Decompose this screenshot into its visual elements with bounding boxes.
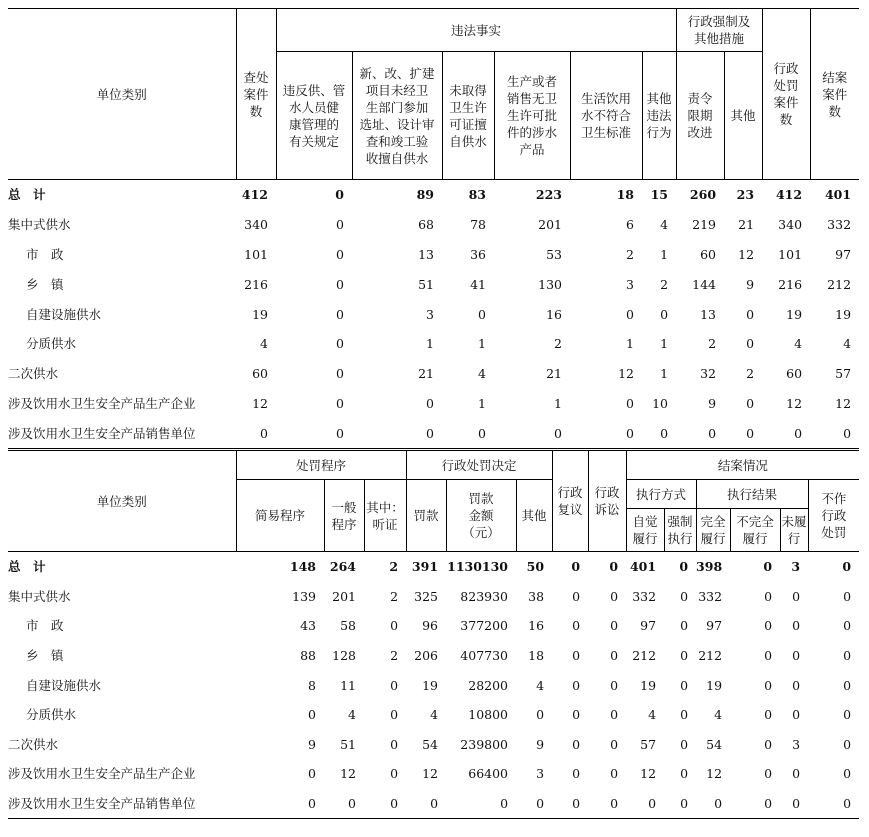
row-value: 1 bbox=[478, 336, 486, 352]
row-category: 自建设施供水 bbox=[26, 677, 102, 693]
row-value: 206 bbox=[414, 648, 439, 664]
row-value: 6 bbox=[626, 217, 634, 233]
row-value: 4 bbox=[660, 217, 669, 233]
row-value: 12 bbox=[706, 766, 723, 782]
row-value: 32 bbox=[700, 366, 717, 382]
row-value: 9 bbox=[308, 736, 316, 752]
row-value: 0 bbox=[336, 306, 344, 322]
row-value: 0 bbox=[570, 418, 642, 448]
row-value: 0 bbox=[609, 559, 619, 575]
violations-header: 违法事实 bbox=[276, 9, 676, 52]
row-value: 11 bbox=[340, 677, 356, 693]
row-value: 3 bbox=[426, 306, 434, 322]
table-row bbox=[8, 299, 859, 329]
row-value: 0 bbox=[572, 648, 581, 664]
row-value: 0 bbox=[680, 766, 689, 782]
row-value: 0 bbox=[390, 618, 399, 634]
row-value: 19 bbox=[640, 677, 657, 693]
row-value: 0 bbox=[843, 766, 852, 782]
row-value: 0 bbox=[680, 648, 689, 664]
row-value: 13 bbox=[418, 246, 434, 262]
row-value: 1130130 bbox=[447, 559, 509, 575]
row-category: 分质供水 bbox=[26, 707, 77, 723]
row-value: 60 bbox=[700, 246, 717, 262]
row-value: 0 bbox=[336, 395, 344, 411]
row-value: 0 bbox=[764, 677, 773, 693]
category-header: 单位类别 bbox=[8, 9, 236, 180]
row-value: 0 bbox=[763, 559, 773, 575]
row-value: 823930 bbox=[460, 588, 509, 604]
row-value: 18 bbox=[616, 187, 634, 203]
row-value: 0 bbox=[610, 707, 619, 723]
row-value: 2 bbox=[626, 246, 634, 262]
general-procedure-header: 一般 程序 bbox=[324, 480, 364, 552]
row-value: 412 bbox=[775, 187, 803, 203]
row-value: 0 bbox=[572, 588, 581, 604]
row-value: 97 bbox=[640, 618, 657, 634]
row-value: 407730 bbox=[460, 648, 509, 664]
row-value: 4 bbox=[478, 366, 486, 382]
row-value: 0 bbox=[352, 418, 442, 448]
row-value: 12 bbox=[618, 366, 634, 382]
row-category: 涉及饮用水卫生安全产品生产企业 bbox=[8, 395, 196, 411]
row-value: 21 bbox=[546, 366, 562, 382]
procedure-header: 处罚程序 bbox=[236, 451, 406, 480]
row-value: 332 bbox=[632, 588, 657, 604]
decision-other-header: 其他 bbox=[516, 480, 552, 552]
row-value: 4 bbox=[348, 707, 356, 723]
row-category: 乡 镇 bbox=[26, 276, 64, 292]
row-value: 0 bbox=[390, 766, 399, 782]
exec-mode-header: 执行方式 bbox=[626, 480, 696, 509]
row-value: 0 bbox=[792, 677, 801, 693]
row-value: 19 bbox=[706, 677, 723, 693]
row-value: 4 bbox=[260, 336, 268, 352]
row-value: 4 bbox=[843, 336, 852, 352]
row-value: 53 bbox=[546, 246, 562, 262]
row-value: 0 bbox=[808, 789, 859, 819]
row-value: 36 bbox=[470, 246, 486, 262]
row-value: 0 bbox=[572, 677, 581, 693]
row-value: 0 bbox=[843, 677, 852, 693]
row-value: 0 bbox=[746, 306, 755, 322]
row-value: 0 bbox=[764, 618, 773, 634]
row-value: 19 bbox=[786, 306, 803, 322]
table-row bbox=[8, 789, 859, 819]
row-value: 2 bbox=[390, 588, 399, 604]
row-value: 28200 bbox=[468, 677, 509, 693]
row-value: 0 bbox=[792, 766, 801, 782]
row-value: 1 bbox=[554, 395, 562, 411]
closed-cases-header: 结案 案件 数 bbox=[810, 9, 859, 180]
row-category: 二次供水 bbox=[8, 366, 59, 382]
partial-performed-header: 不完全 履行 bbox=[730, 509, 780, 552]
row-value: 0 bbox=[842, 559, 852, 575]
row-value: 332 bbox=[827, 217, 852, 233]
row-value: 21 bbox=[418, 366, 434, 382]
row-value: 0 bbox=[571, 559, 581, 575]
row-value: 128 bbox=[332, 648, 356, 664]
row-value: 0 bbox=[680, 677, 689, 693]
row-value: 0 bbox=[364, 789, 406, 819]
measure-rectify-header: 责令 限期 改进 bbox=[676, 52, 724, 180]
enforced-header: 强制 执行 bbox=[664, 509, 696, 552]
measure-other-header: 其他 bbox=[724, 52, 762, 180]
row-category: 乡 镇 bbox=[26, 648, 64, 664]
violation-staff-health-header: 违反供、管 水人员健 康管理的 有关规定 bbox=[276, 52, 352, 180]
table-row bbox=[8, 269, 859, 299]
row-value: 58 bbox=[340, 618, 356, 634]
row-value: 21 bbox=[738, 217, 755, 233]
row-value: 0 bbox=[843, 736, 852, 752]
row-value: 0 bbox=[610, 736, 619, 752]
row-value: 0 bbox=[478, 306, 486, 322]
row-value: 15 bbox=[650, 187, 669, 203]
row-value: 0 bbox=[572, 707, 581, 723]
row-value: 0 bbox=[308, 766, 316, 782]
violation-products-header: 生产或者 销售无卫 生许可批 件的涉水 产品 bbox=[494, 52, 570, 180]
row-value: 54 bbox=[422, 736, 439, 752]
row-value: 0 bbox=[730, 789, 780, 819]
row-value: 0 bbox=[680, 736, 689, 752]
row-value: 12 bbox=[340, 766, 356, 782]
row-value: 0 bbox=[536, 707, 545, 723]
row-value: 0 bbox=[442, 418, 494, 448]
row-value: 130 bbox=[538, 276, 562, 292]
row-category: 涉及饮用水卫生安全产品销售单位 bbox=[8, 418, 236, 448]
row-value: 216 bbox=[244, 276, 268, 292]
row-value: 332 bbox=[698, 588, 723, 604]
row-value: 0 bbox=[390, 677, 399, 693]
row-value: 0 bbox=[610, 588, 619, 604]
row-value: 0 bbox=[792, 707, 801, 723]
row-value: 0 bbox=[746, 336, 755, 352]
row-value: 88 bbox=[300, 648, 316, 664]
row-value: 0 bbox=[276, 418, 352, 448]
row-value: 9 bbox=[536, 736, 545, 752]
table-row bbox=[8, 329, 859, 359]
row-value: 0 bbox=[764, 648, 773, 664]
row-value: 12 bbox=[422, 766, 439, 782]
row-value: 0 bbox=[390, 707, 399, 723]
row-value: 0 bbox=[308, 707, 316, 723]
row-value: 0 bbox=[336, 366, 344, 382]
row-value: 57 bbox=[640, 736, 657, 752]
row-value: 0 bbox=[626, 306, 634, 322]
measures-header: 行政强制及 其他措施 bbox=[676, 9, 762, 52]
row-value: 0 bbox=[680, 707, 689, 723]
row-category: 市 政 bbox=[26, 618, 64, 634]
row-value: 1 bbox=[626, 336, 634, 352]
row-value: 340 bbox=[244, 217, 268, 233]
row-value: 0 bbox=[610, 677, 619, 693]
closure-header: 结案情况 bbox=[626, 451, 859, 480]
row-value: 51 bbox=[418, 276, 434, 292]
row-value: 212 bbox=[698, 648, 723, 664]
table-row bbox=[8, 759, 859, 789]
row-category: 总 计 bbox=[8, 187, 46, 203]
row-value: 1 bbox=[660, 366, 669, 382]
exec-result-header: 执行结果 bbox=[696, 480, 808, 509]
row-category: 自建设施供水 bbox=[26, 306, 102, 322]
review-header: 行政 复议 bbox=[552, 451, 588, 552]
table-row bbox=[8, 180, 859, 210]
row-value: 3 bbox=[791, 559, 801, 575]
row-value: 89 bbox=[416, 187, 434, 203]
fine-count-header: 罚款 bbox=[406, 480, 446, 552]
row-value: 377200 bbox=[460, 618, 509, 634]
row-value: 96 bbox=[422, 618, 439, 634]
row-value: 4 bbox=[536, 677, 545, 693]
row-value: 0 bbox=[336, 217, 344, 233]
row-value: 10 bbox=[652, 395, 669, 411]
row-value: 398 bbox=[696, 559, 723, 575]
row-value: 16 bbox=[528, 618, 545, 634]
violations-table bbox=[8, 8, 859, 449]
row-value: 0 bbox=[335, 187, 344, 203]
row-value: 19 bbox=[252, 306, 268, 322]
row-category: 市 政 bbox=[26, 246, 64, 262]
full-performed-header: 完全 履行 bbox=[696, 509, 730, 552]
row-value: 219 bbox=[692, 217, 717, 233]
row-value: 2 bbox=[390, 648, 399, 664]
row-value: 2 bbox=[554, 336, 562, 352]
inspect-cases-header: 查处 案件 数 bbox=[236, 9, 276, 180]
row-value: 51 bbox=[340, 736, 356, 752]
row-value: 4 bbox=[714, 707, 723, 723]
row-value: 0 bbox=[780, 789, 808, 819]
row-value: 68 bbox=[418, 217, 434, 233]
row-value: 0 bbox=[792, 618, 801, 634]
row-value: 3 bbox=[792, 736, 801, 752]
row-value: 19 bbox=[835, 306, 852, 322]
row-value: 60 bbox=[252, 366, 268, 382]
fine-amount-header: 罚款 金额 （元） bbox=[446, 480, 516, 552]
row-value: 9 bbox=[746, 276, 755, 292]
row-value: 54 bbox=[706, 736, 723, 752]
row-value: 10800 bbox=[468, 707, 509, 723]
row-value: 0 bbox=[843, 707, 852, 723]
row-value: 43 bbox=[300, 618, 316, 634]
row-value: 12 bbox=[738, 246, 755, 262]
row-value: 83 bbox=[468, 187, 486, 203]
row-value: 0 bbox=[390, 736, 399, 752]
row-value: 1 bbox=[660, 336, 669, 352]
category-header-2: 单位类别 bbox=[8, 451, 236, 552]
row-value: 0 bbox=[494, 418, 570, 448]
row-value: 264 bbox=[329, 559, 356, 575]
hearing-header: 其中： 听证 bbox=[364, 480, 406, 552]
row-value: 4 bbox=[794, 336, 803, 352]
row-value: 0 bbox=[696, 789, 730, 819]
row-value: 2 bbox=[746, 366, 755, 382]
row-value: 0 bbox=[676, 418, 724, 448]
row-value: 0 bbox=[626, 395, 634, 411]
row-value: 0 bbox=[642, 418, 676, 448]
row-value: 401 bbox=[629, 559, 657, 575]
row-value: 57 bbox=[835, 366, 852, 382]
voluntary-header: 自觉 履行 bbox=[626, 509, 664, 552]
no-penalty-header: 不作 行政 处罚 bbox=[808, 480, 859, 552]
row-value: 216 bbox=[778, 276, 803, 292]
row-value: 212 bbox=[632, 648, 657, 664]
table-row bbox=[8, 641, 859, 671]
table-row bbox=[8, 240, 859, 270]
row-value: 0 bbox=[572, 766, 581, 782]
row-value: 144 bbox=[692, 276, 717, 292]
row-value: 41 bbox=[470, 276, 486, 292]
row-value: 8 bbox=[308, 677, 316, 693]
row-value: 391 bbox=[411, 559, 439, 575]
row-category: 总 计 bbox=[8, 559, 46, 575]
row-value: 2 bbox=[389, 559, 399, 575]
row-value: 325 bbox=[414, 588, 439, 604]
row-value: 1 bbox=[660, 246, 669, 262]
row-value: 201 bbox=[332, 588, 356, 604]
lawsuit-header: 行政 诉讼 bbox=[588, 451, 626, 552]
row-value: 2 bbox=[660, 276, 669, 292]
row-value: 260 bbox=[689, 187, 717, 203]
row-value: 78 bbox=[470, 217, 486, 233]
row-value: 38 bbox=[528, 588, 545, 604]
row-value: 0 bbox=[236, 789, 324, 819]
row-value: 12 bbox=[252, 395, 268, 411]
row-value: 0 bbox=[792, 648, 801, 664]
row-value: 223 bbox=[535, 187, 562, 203]
table-row bbox=[8, 670, 859, 700]
row-value: 0 bbox=[516, 789, 552, 819]
row-category: 涉及饮用水卫生安全产品生产企业 bbox=[8, 766, 196, 782]
row-value: 1 bbox=[426, 336, 434, 352]
table-row bbox=[8, 582, 859, 612]
row-value: 23 bbox=[736, 187, 755, 203]
table-row bbox=[8, 700, 859, 730]
row-value: 0 bbox=[724, 418, 762, 448]
simple-procedure-header: 简易程序 bbox=[236, 480, 324, 552]
row-value: 0 bbox=[336, 276, 344, 292]
row-value: 97 bbox=[706, 618, 723, 634]
row-value: 12 bbox=[835, 395, 852, 411]
table-row bbox=[8, 418, 859, 448]
row-value: 0 bbox=[746, 395, 755, 411]
row-value: 0 bbox=[588, 789, 626, 819]
row-value: 0 bbox=[406, 789, 446, 819]
row-value: 0 bbox=[764, 588, 773, 604]
violation-no-license-header: 未取得 卫生许 可证擅 自供水 bbox=[442, 52, 494, 180]
row-value: 12 bbox=[640, 766, 657, 782]
row-value: 0 bbox=[626, 789, 664, 819]
row-value: 0 bbox=[810, 418, 859, 448]
row-value: 13 bbox=[700, 306, 717, 322]
row-value: 12 bbox=[786, 395, 803, 411]
row-value: 0 bbox=[680, 588, 689, 604]
row-value: 3 bbox=[626, 276, 634, 292]
row-value: 0 bbox=[446, 789, 516, 819]
row-value: 201 bbox=[538, 217, 562, 233]
row-value: 0 bbox=[764, 707, 773, 723]
row-value: 0 bbox=[843, 618, 852, 634]
row-value: 3 bbox=[536, 766, 545, 782]
penalty-cases-header: 行政 处罚 案件 数 bbox=[762, 9, 810, 180]
row-value: 0 bbox=[610, 766, 619, 782]
row-value: 0 bbox=[552, 789, 588, 819]
decision-header: 行政处罚决定 bbox=[406, 451, 552, 480]
row-value: 66400 bbox=[468, 766, 509, 782]
row-value: 0 bbox=[664, 789, 696, 819]
row-value: 16 bbox=[546, 306, 562, 322]
row-category: 涉及饮用水卫生安全产品销售单位 bbox=[8, 789, 236, 819]
row-value: 0 bbox=[336, 336, 344, 352]
row-value: 4 bbox=[430, 707, 439, 723]
row-value: 148 bbox=[289, 559, 316, 575]
row-value: 18 bbox=[528, 648, 545, 664]
row-category: 分质供水 bbox=[26, 336, 77, 352]
row-value: 0 bbox=[680, 618, 689, 634]
row-category: 集中式供水 bbox=[8, 588, 71, 604]
row-value: 0 bbox=[324, 789, 364, 819]
table-row bbox=[8, 730, 859, 760]
row-value: 412 bbox=[241, 187, 268, 203]
row-value: 2 bbox=[708, 336, 717, 352]
row-value: 239800 bbox=[460, 736, 509, 752]
row-category: 集中式供水 bbox=[8, 217, 71, 233]
row-value: 0 bbox=[572, 618, 581, 634]
row-value: 97 bbox=[835, 246, 852, 262]
row-value: 340 bbox=[778, 217, 803, 233]
row-value: 0 bbox=[679, 559, 689, 575]
row-value: 401 bbox=[824, 187, 852, 203]
row-value: 0 bbox=[843, 588, 852, 604]
row-value: 0 bbox=[792, 588, 801, 604]
row-value: 0 bbox=[572, 736, 581, 752]
row-value: 4 bbox=[648, 707, 657, 723]
row-value: 212 bbox=[827, 276, 852, 292]
row-value: 0 bbox=[236, 418, 276, 448]
row-value: 0 bbox=[660, 306, 669, 322]
row-value: 60 bbox=[786, 366, 803, 382]
not-performed-header: 未履 行 bbox=[780, 509, 808, 552]
row-value: 0 bbox=[762, 418, 810, 448]
row-value: 9 bbox=[708, 395, 717, 411]
row-value: 0 bbox=[610, 648, 619, 664]
row-value: 0 bbox=[764, 736, 773, 752]
row-category: 二次供水 bbox=[8, 736, 59, 752]
row-value: 0 bbox=[843, 648, 852, 664]
table-row bbox=[8, 552, 859, 582]
row-value: 139 bbox=[292, 588, 316, 604]
row-value: 101 bbox=[778, 246, 803, 262]
row-value: 19 bbox=[422, 677, 439, 693]
penalty-table bbox=[8, 450, 859, 819]
row-value: 0 bbox=[336, 246, 344, 262]
table-row bbox=[8, 359, 859, 389]
violation-other-header: 其他 违法 行为 bbox=[642, 52, 676, 180]
table-row bbox=[8, 611, 859, 641]
table-row bbox=[8, 389, 859, 419]
row-value: 0 bbox=[764, 766, 773, 782]
row-value: 101 bbox=[244, 246, 268, 262]
table-row bbox=[8, 210, 859, 240]
row-value: 0 bbox=[610, 618, 619, 634]
violation-construction-header: 新、改、扩建 项目未经卫 生部门参加 选址、设计审 查和竣工验 收擅自供水 bbox=[352, 52, 442, 180]
violation-water-standard-header: 生活饮用 水不符合 卫生标准 bbox=[570, 52, 642, 180]
row-value: 0 bbox=[426, 395, 434, 411]
row-value: 50 bbox=[526, 559, 545, 575]
row-value: 1 bbox=[478, 395, 486, 411]
